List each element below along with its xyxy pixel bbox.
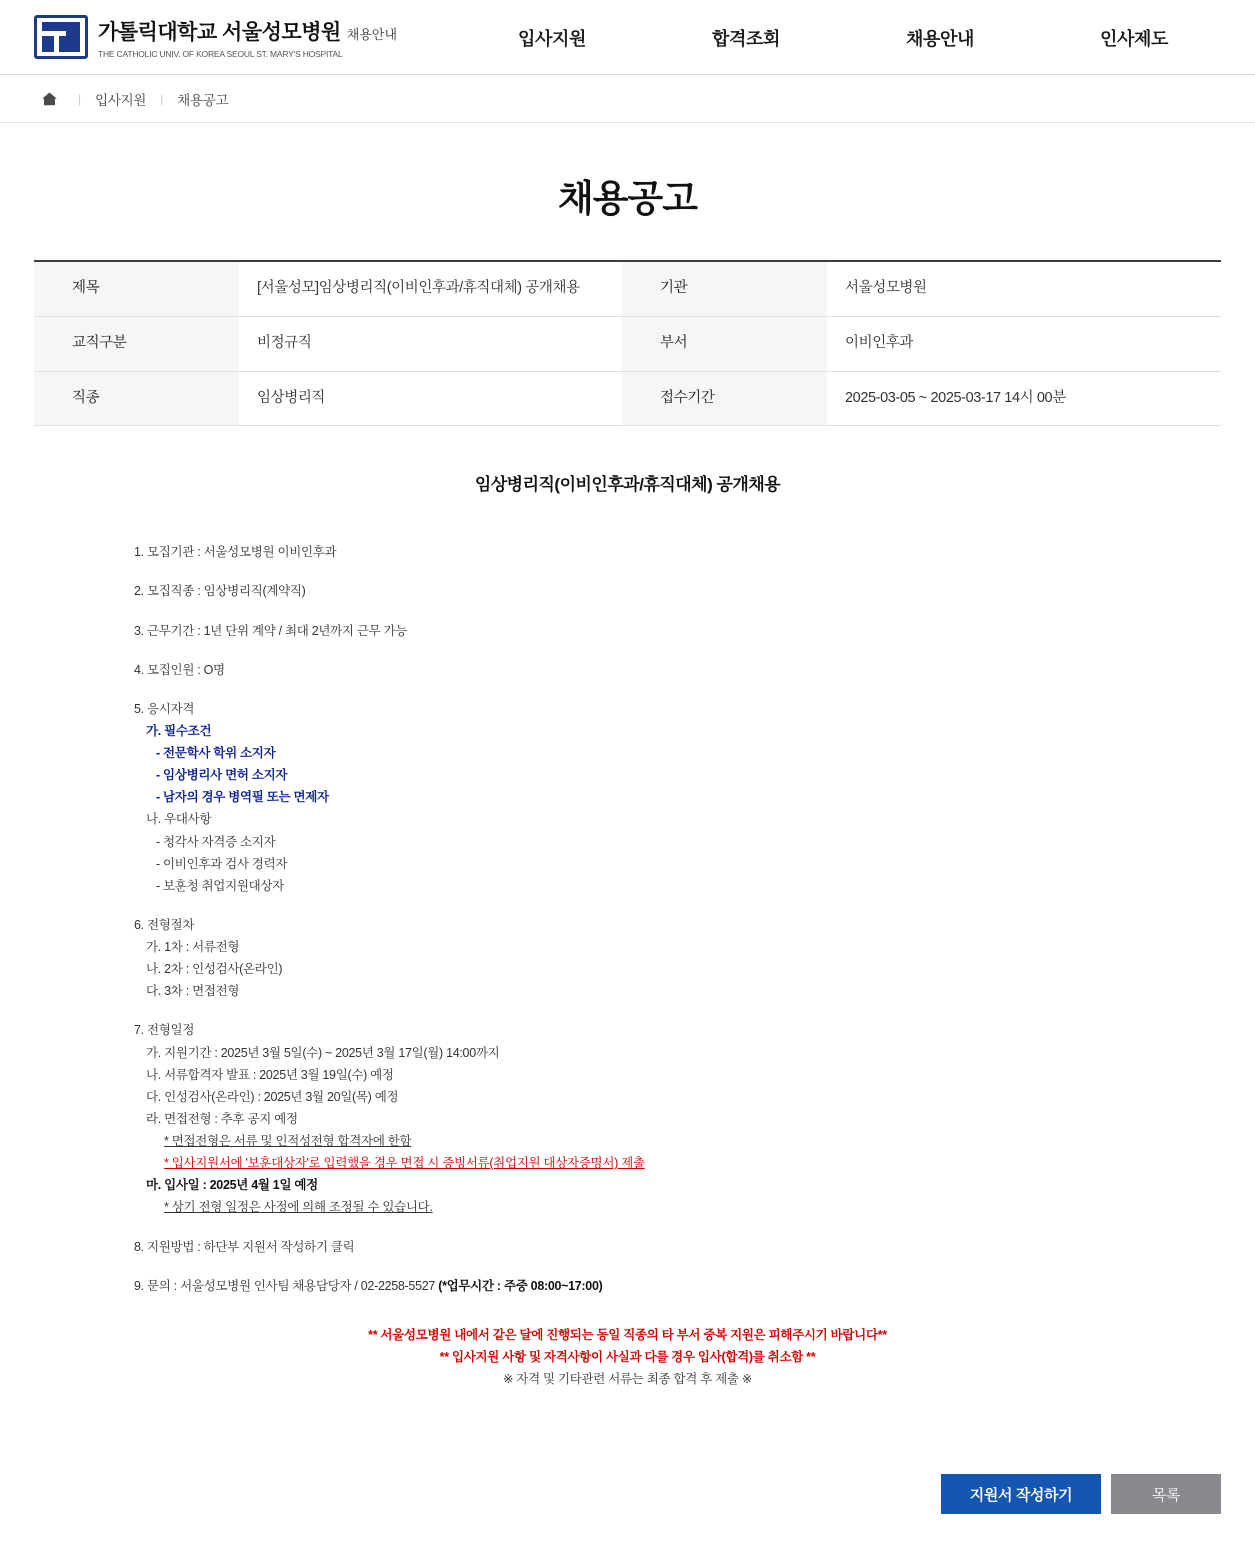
notice-line-preferred-3: - 보훈청 취업지원대상자 [156,878,284,893]
brand-text [98,16,397,59]
notice-line-process-1: 가. 1차 : 서류전형 [146,940,240,954]
notice-line-required-heading: 가. 필수조건 [146,723,212,738]
breadcrumb-separator-1: | [78,91,82,106]
notice-line-process: 6. 전형절차 [134,917,195,932]
row-label-organization: 기관 [622,261,827,316]
breadcrumb-item-apply[interactable]: 입사지원 [95,92,147,108]
notice-content [0,470,1255,1390]
row-label-employment-type: 교직구분 [34,316,239,371]
notice-line-interview-note-2: * 입사지원서에 '보훈대상자'로 입력했을 경우 면접 시 증빙서류(취업지원 대상자증명서) 제출 [164,1156,645,1171]
shield-logo-icon [34,15,88,59]
notice-line-qualification: 5. 응시자격 [134,701,195,716]
list-button[interactable]: 목록 [1111,1474,1221,1514]
action-button-bar [0,1474,1255,1514]
notice-body [34,543,1221,1295]
notice-line-how-to-apply: 8. 지원방법 : 하단부 지원서 작성하기 클릭 [134,1239,355,1254]
notice-line-contact [134,1277,1221,1295]
notice-line-schedule-note: * 상기 전형 일정은 사정에 의해 조정될 수 있습니다. [164,1200,433,1215]
notice-line-interview-note-1: * 면접전형은 서류 및 인적성전형 합격자에 한함 [164,1134,412,1148]
apply-button[interactable]: 지원서 작성하기 [941,1474,1101,1514]
brand-name-english: THE CATHOLIC UNIV. OF KOREA SEOUL ST. MARY'S HOSPITAL [98,48,343,59]
warning-duplicate-apply: ** 서울성모병원 내에서 같은 달에 진행되는 동일 직종의 타 부서 중복 지원은 피해주시기 바랍니다** [368,1327,887,1342]
notice-contact-text: 9. 문의 : 서울성모병원 인사팀 채용담당자 / 02-2258-5527 [134,1278,439,1293]
row-label-job-type: 직종 [34,371,239,426]
notice-line-period: 3. 근무기간 : 1년 단위 계약 / 최대 2년까지 근무 가능 [134,623,408,638]
notice-line-required-1: - 전문학사 학위 소지자 [156,746,276,760]
notice-line-schedule-doc-result: 나. 서류합격자 발표 : 2025년 3월 19일(수) 예정 [146,1067,394,1082]
nav-item-recruit-info[interactable]: 채용안내 [906,28,974,49]
notice-warnings [34,1325,1221,1391]
posting-info-section [0,260,1255,426]
brand-logo[interactable] [34,15,397,59]
notice-line-preferred-2: - 이비인후과 검사 경력자 [156,856,288,871]
notice-line-preferred-1: - 청각사 자격증 소지자 [156,834,276,849]
nav-item-result[interactable]: 합격조회 [712,28,780,49]
brand-suffix: 채용안내 [346,26,397,42]
notice-line-required-2: - 임상병리사 면허 소지자 [156,768,288,783]
row-label-title: 제목 [34,261,239,316]
notice-line-jobtype: 2. 모집직종 : 임상병리직(계약직) [134,584,306,599]
notice-line-schedule-interview: 라. 면접전형 : 추후 공지 예정 [146,1111,298,1126]
breadcrumb-separator-2: | [160,91,164,106]
row-label-period: 접수기간 [622,371,827,426]
row-value-job-type: 임상병리직 [239,371,622,426]
notice-line-schedule-apply: 가. 지원기간 : 2025년 3월 5일(수) ~ 2025년 3월 17일(월) 14:00까지 [146,1045,500,1060]
notice-line-process-2: 나. 2차 : 인성검사(온라인) [146,962,283,977]
home-icon[interactable] [34,91,64,107]
notice-line-schedule: 7. 전형일정 [134,1023,195,1038]
row-value-title: [서울성모]임상병리직(이비인후과/휴직대체) 공개채용 [239,261,622,316]
notice-line-preferred-heading: 나. 우대사항 [146,812,212,827]
row-value-employment-type: 비정규직 [239,316,622,371]
row-value-department: 이비인후과 [827,316,1221,371]
table-row [34,316,1221,371]
warning-document-submit: ※ 자격 및 기타관련 서류는 최종 합격 후 제출 ※ [502,1371,753,1386]
table-row [34,371,1221,426]
brand-name: 가톨릭대학교 서울성모병원 [98,20,341,44]
posting-info-table [34,260,1221,426]
notice-contact-hours: (*업무시간 : 주중 08:00~17:00) [438,1278,603,1293]
global-navigation [455,0,1231,75]
site-header [0,0,1255,75]
notice-line-required-3: - 남자의 경우 병역필 또는 면제자 [156,790,329,805]
breadcrumb [0,75,1255,123]
nav-item-apply[interactable]: 입사지원 [518,28,586,49]
breadcrumb-item-notice: 채용공고 [177,92,229,108]
page-title: 채용공고 [558,178,697,219]
row-label-department: 부서 [622,316,827,371]
table-row [34,261,1221,316]
notice-heading: 임상병리직(이비인후과/휴직대체) 공개채용 [474,475,781,495]
notice-line-org: 1. 모집기관 : 서울성모병원 이비인후과 [134,545,337,560]
notice-line-schedule-test: 다. 인성검사(온라인) : 2025년 3월 20일(목) 예정 [146,1089,399,1104]
notice-line-start-date: 마. 입사일 : 2025년 4월 1일 예정 [146,1178,318,1193]
nav-item-hr-system[interactable]: 인사제도 [1100,28,1168,49]
warning-false-info: ** 입사지원 사항 및 자격사항이 사실과 다를 경우 입사(합격)를 취소함 ** [439,1349,816,1364]
notice-line-process-3: 다. 3차 : 면접전형 [146,984,240,999]
row-value-period: 2025-03-05 ~ 2025-03-17 14시 00분 [827,371,1221,426]
notice-line-headcount: 4. 모집인원 : O명 [134,662,225,677]
row-value-organization: 서울성모병원 [827,261,1221,316]
